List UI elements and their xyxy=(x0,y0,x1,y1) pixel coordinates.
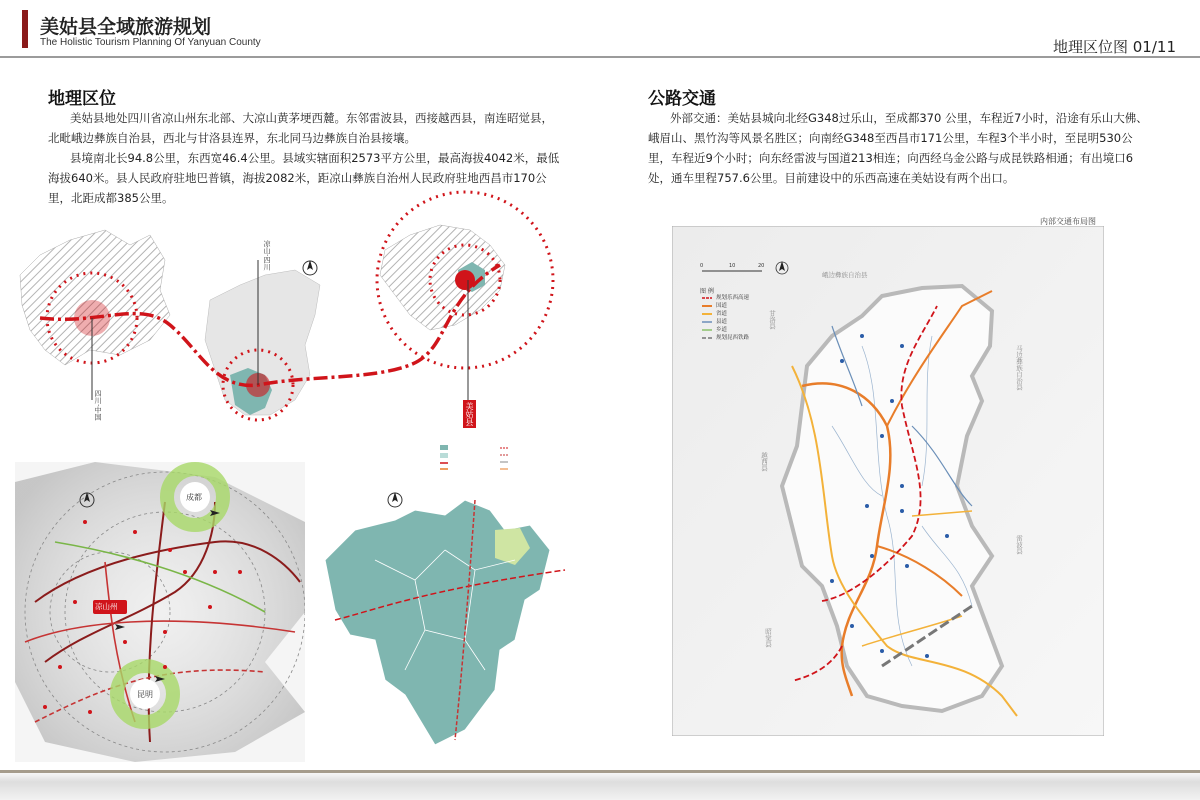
page-header xyxy=(0,0,1200,60)
liangshan-outline xyxy=(380,225,505,330)
transport-description xyxy=(648,108,1153,188)
neighbor-zhaojue-label: 昭觉县 xyxy=(764,628,772,648)
page-indicator: 地理区位图 01/11 xyxy=(1053,38,1176,56)
regional-transport-map xyxy=(15,462,305,762)
sichuan-china-label: 四川·中国 xyxy=(94,390,102,421)
location-section-title: 地理区位 xyxy=(48,89,116,109)
neighbor-mabian-label: 马边彝族自治县 xyxy=(1015,345,1023,391)
location-paragraph-1: 美姑县地处四川省凉山州东北部、大凉山黄茅埂西麓。东邻雷波县，西接越西县，南连昭觉县，北毗峨边彝族自治县，西北与甘洛县连界，东北同马边彝族自治县接壤。 xyxy=(48,111,553,145)
meigu-label: 美姑县 xyxy=(465,402,474,426)
neighbor-yuexi-label: 越西县 xyxy=(760,452,768,472)
header-divider xyxy=(0,56,1200,58)
liangshanzhou-label: 凉山州 xyxy=(95,602,118,611)
svg-text:0: 0 xyxy=(700,263,704,269)
legend-township-road: 乡道 xyxy=(716,327,728,333)
location-paragraph-2: 县境南北长94.8公里，东西宽46.4公里。县域实辖面积2573平方公里，最高海拔4042米，最低海拔640米。县人民政府驻地巴普镇，海拔2082米，距凉山彝族自治州人民政府驻地西昌市170公里，北距成都385公里。 xyxy=(48,151,560,205)
transport-legend-title: 图 例 xyxy=(700,288,714,295)
liangshan-sichuan-label: 凉山·四川 xyxy=(263,240,271,271)
transport-section-title: 公路交通 xyxy=(648,89,716,109)
transport-legend-labels xyxy=(716,294,749,342)
neighbor-ganluo-label: 甘洛县 xyxy=(768,310,776,330)
legend-railway: 规划昆西铁路 xyxy=(716,335,750,341)
chengdu-label: 成都 xyxy=(186,493,202,502)
document-subtitle: The Holistic Tourism Planning Of Yanyuan County xyxy=(40,37,261,48)
header-accent-bar xyxy=(22,10,28,48)
footer-band xyxy=(0,770,1200,800)
kunming-label: 昆明 xyxy=(137,690,153,699)
transport-paragraph-1: 外部交通：美姑县城向北经G348过乐山，至成都370 公里，车程近7小时，沿途有乐山大佛、峨眉山、黑竹沟等风景名胜区；向南经G348至西昌市171公里，车程3个半小时，至昆明530公里，车程近9个小时；向东经雷波与国道213相连；向西经乌金公路与成昆铁路相通；有出境口6处，通车里程757.6公里。目前建设中的乐西高速在美姑设有两个出口。 xyxy=(648,111,1148,185)
internal-transport-map-title: 内部交通布局图 xyxy=(1040,217,1096,226)
document-title: 美姑县全域旅游规划 xyxy=(40,16,212,38)
legend-national-road: 国道 xyxy=(716,303,728,309)
svg-text:20: 20 xyxy=(758,263,765,269)
svg-text:10: 10 xyxy=(729,263,736,269)
china-outline xyxy=(20,230,170,365)
legend-expressway: 规划乐西高速 xyxy=(716,295,750,301)
legend-provincial-road: 省道 xyxy=(716,311,728,317)
liangshan-prefecture-map xyxy=(315,440,585,750)
legend-county-road: 县道 xyxy=(716,319,728,325)
prefecture-map-legend xyxy=(440,445,508,469)
neighbor-leibo-label: 雷波县 xyxy=(1015,535,1023,555)
neighbor-ebian-label: 峨边彝族自治县 xyxy=(822,271,868,279)
